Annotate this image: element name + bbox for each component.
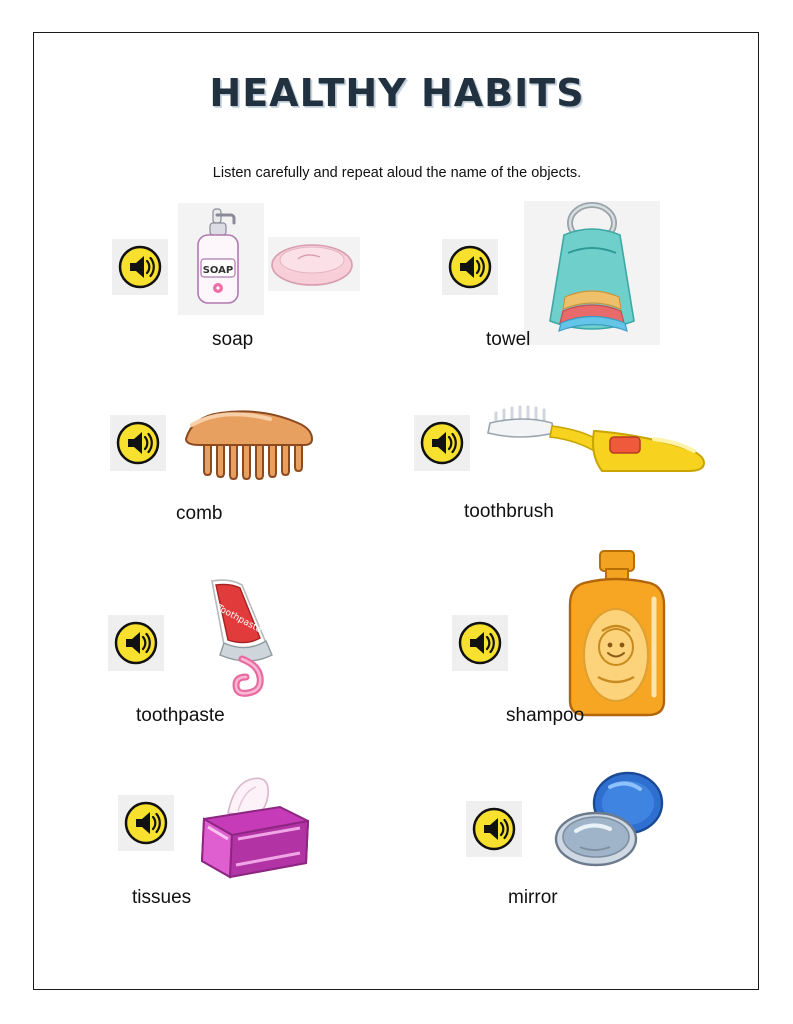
compact-mirror-art xyxy=(540,769,690,879)
speaker-icon[interactable] xyxy=(452,615,508,671)
speaker-icon[interactable] xyxy=(118,795,174,851)
toothpaste-tube-art xyxy=(172,577,312,697)
tissue-box-art xyxy=(188,771,328,881)
items-grid xyxy=(34,201,760,939)
speaker-icon[interactable] xyxy=(108,615,164,671)
svg-text:SOAP: SOAP xyxy=(202,265,234,276)
item-label: tissues xyxy=(132,887,192,908)
electric-toothbrush-art xyxy=(478,399,708,479)
items-row xyxy=(34,377,760,553)
item-toothpaste xyxy=(60,553,390,749)
item-mirror xyxy=(390,749,720,939)
speaker-icon[interactable] xyxy=(110,415,166,471)
worksheet-frame xyxy=(33,32,759,990)
item-label: mirror xyxy=(508,887,558,908)
item-soap xyxy=(60,201,390,377)
instructions-text: Listen carefully and repeat aloud the name of the objects. xyxy=(212,165,582,181)
item-label: towel xyxy=(486,329,531,350)
item-tissues xyxy=(60,749,390,939)
speaker-icon[interactable] xyxy=(112,239,168,295)
items-row xyxy=(34,749,760,939)
svg-text:Toothpaste: Toothpaste xyxy=(214,603,264,636)
speaker-icon[interactable] xyxy=(466,801,522,857)
item-label: toothbrush xyxy=(464,501,554,522)
item-shampoo xyxy=(390,553,720,749)
item-toothbrush xyxy=(390,377,720,553)
item-comb xyxy=(60,377,390,553)
item-label: soap xyxy=(212,329,254,350)
soap-dispenser-and-bar-art xyxy=(172,203,362,323)
items-row xyxy=(34,553,760,749)
speaker-icon[interactable] xyxy=(414,415,470,471)
shampoo-bottle-art xyxy=(558,545,688,727)
item-towel xyxy=(390,201,720,377)
speaker-icon[interactable] xyxy=(442,239,498,295)
page-title: HEALTHY HABITS xyxy=(209,71,585,115)
items-row xyxy=(34,201,760,377)
item-label: comb xyxy=(176,503,223,524)
item-label: toothpaste xyxy=(136,705,225,726)
item-label: shampoo xyxy=(506,705,585,726)
comb-art xyxy=(178,405,318,487)
hanging-towel-art xyxy=(512,201,672,349)
